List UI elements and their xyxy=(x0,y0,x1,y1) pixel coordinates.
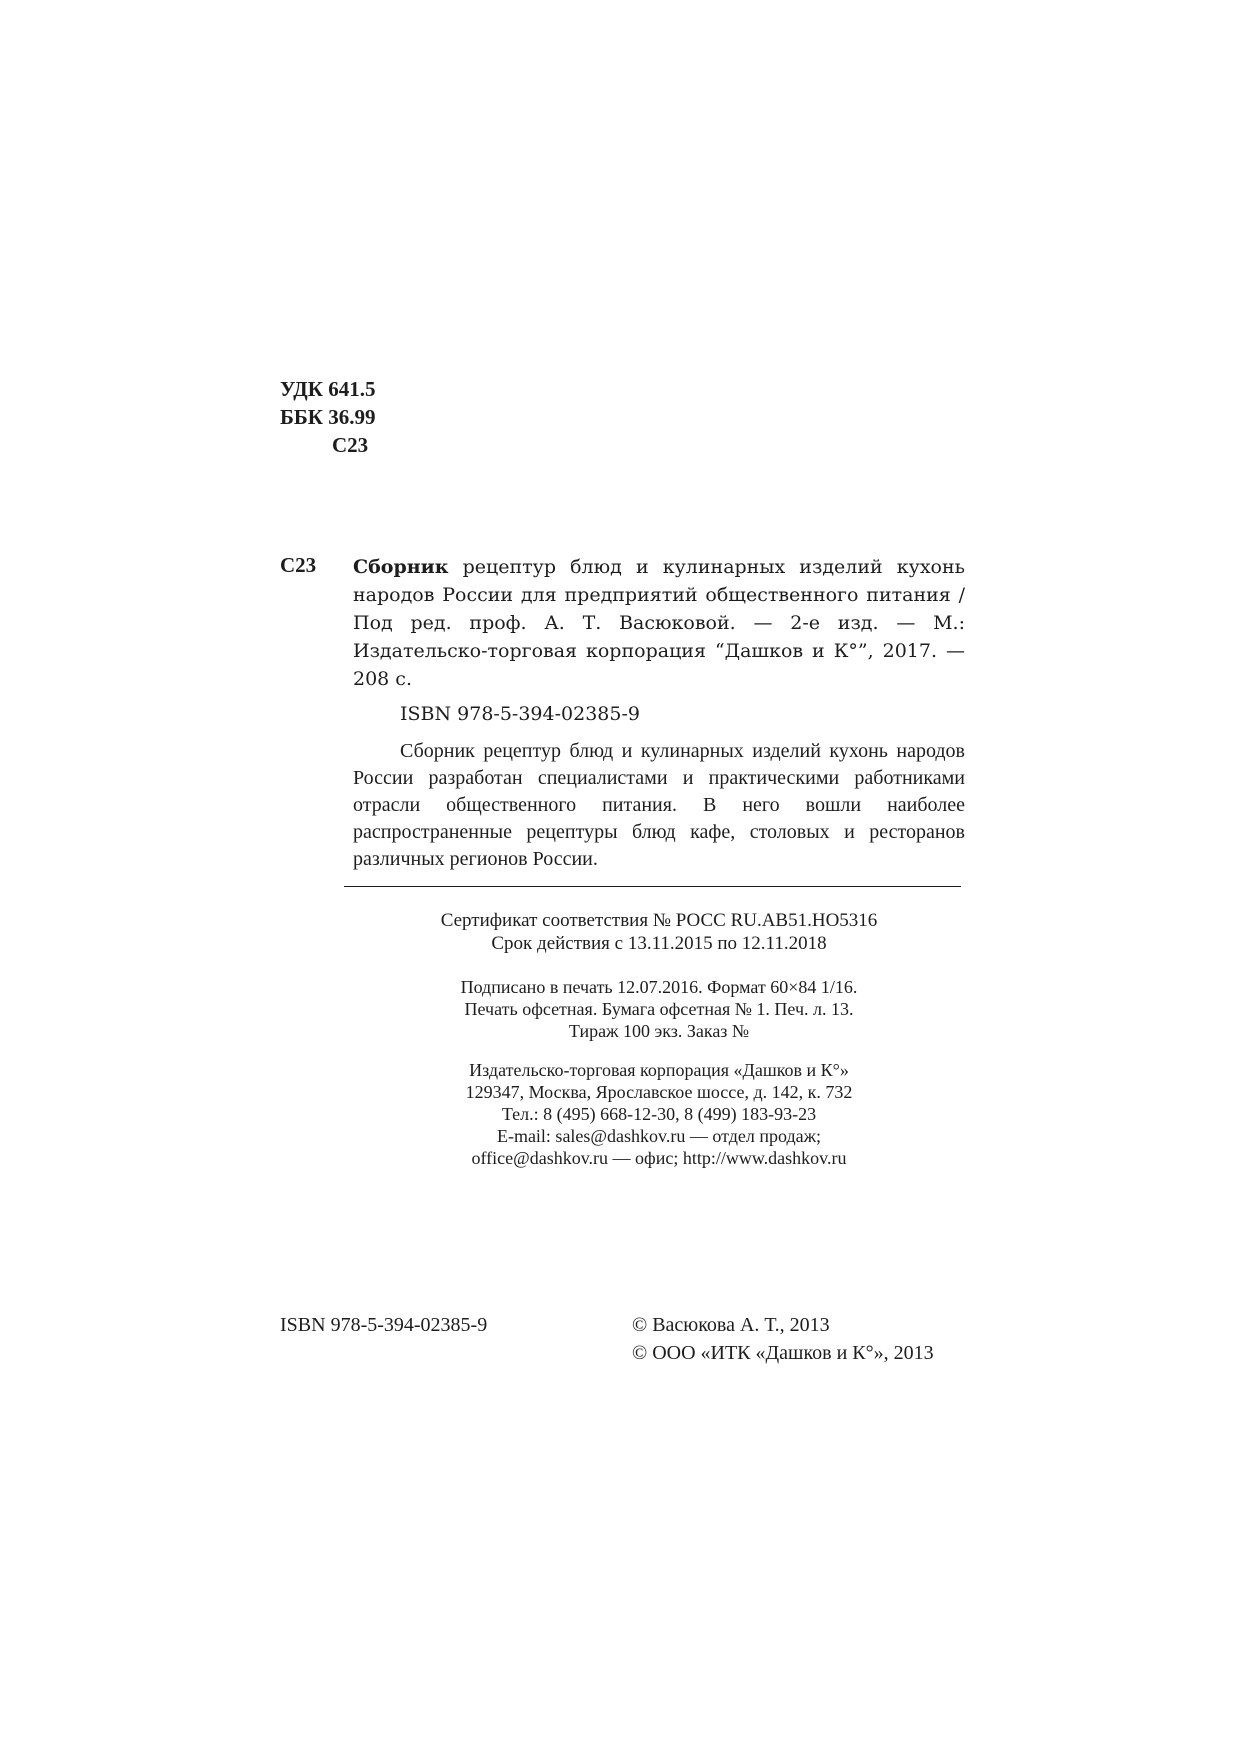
publisher-email-office: office@dashkov.ru — офис; http://www.dashkov.ru xyxy=(471,1148,847,1168)
bibliographic-details: рецептур блюд и кулинарных изделий кухонь народов России для предприятий общественного питания / Под ред. проф. А. Т. Васюковой. — 2-е изд. — М.: Издательско-торговая корпорация “Дашков и К°”, 2017. — 208 с. xyxy=(353,556,965,690)
copyright-publisher: © ООО «ИТК «Дашков и К°», 2013 xyxy=(632,1342,934,1364)
publisher-info xyxy=(353,1059,965,1169)
printing-paper: Печать офсетная. Бумага офсетная № 1. Печ. л. 13. xyxy=(464,999,854,1019)
bbk-index: ББК 36.99 xyxy=(280,405,376,429)
certificate-block xyxy=(353,909,965,955)
certificate-number: Сертификат соответствия № РОСС RU.АВ51.НО5316 xyxy=(440,910,878,931)
printing-info xyxy=(353,976,965,1042)
copyright-block xyxy=(632,1311,934,1367)
footer-isbn: ISBN 978-5-394-02385-9 xyxy=(280,1314,488,1336)
bibliographic-description xyxy=(353,553,965,693)
copyright-author: © Васюкова А. Т., 2013 xyxy=(632,1314,830,1336)
certificate-validity: Срок действия с 13.11.2015 по 12.11.2018 xyxy=(491,933,827,954)
publisher-address: 129347, Москва, Ярославское шоссе, д. 142, к. 732 xyxy=(465,1082,853,1102)
publisher-phones: Тел.: 8 (495) 668-12-30, 8 (499) 183-93-23 xyxy=(501,1104,817,1124)
divider-line xyxy=(344,886,961,887)
author-mark: С23 xyxy=(332,433,369,457)
udk-index: УДК 641.5 xyxy=(280,377,376,401)
annotation: Сборник рецептур блюд и кулинарных изделий кухонь народов России разработан специалистами и практическими работниками отрасли общественного питания. В него вошли наиболее распространенные рецептуры блюд кафе, столовых и ресторанов различных регионов России. xyxy=(353,740,965,870)
isbn: ISBN 978-5-394-02385-9 xyxy=(400,703,640,725)
printing-run: Тираж 100 экз. Заказ № xyxy=(568,1021,750,1041)
publisher-name: Издательско-торговая корпорация «Дашков и К°» xyxy=(469,1060,849,1080)
entry-author-mark: С23 xyxy=(280,553,317,577)
publisher-email-sales: E-mail: sales@dashkov.ru — отдел продаж; xyxy=(496,1126,822,1146)
book-title-bold: Сборник xyxy=(353,556,449,578)
printing-signed: Подписано в печать 12.07.2016. Формат 60×84 1/16. xyxy=(460,977,858,997)
